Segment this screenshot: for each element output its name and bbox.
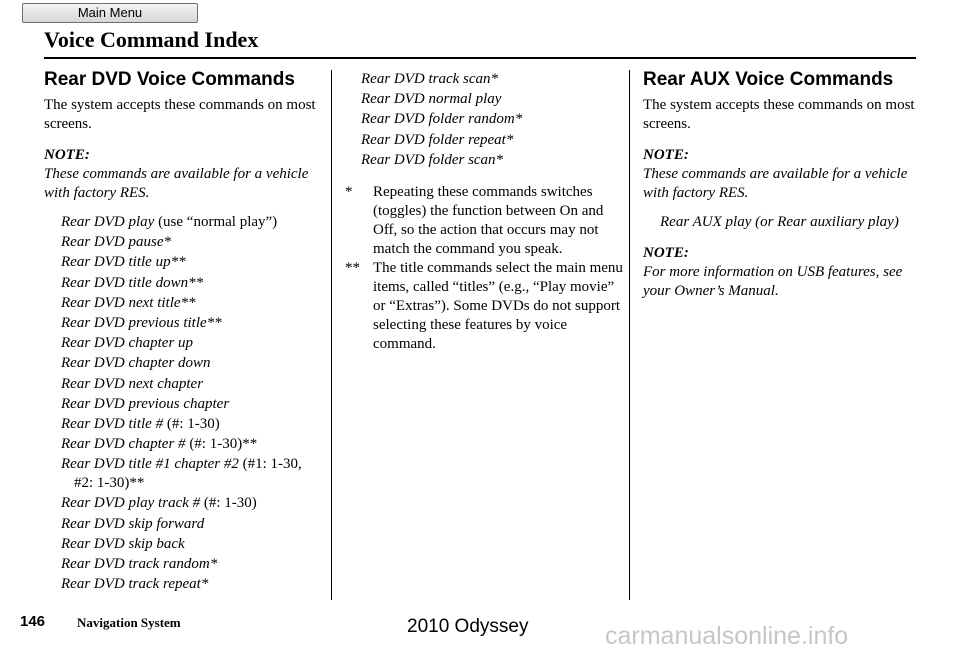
command-item: Rear DVD skip forward <box>61 515 205 532</box>
rear-dvd-command-list <box>44 213 316 594</box>
page-title: Voice Command Index <box>44 27 259 52</box>
command-item: Rear DVD folder random* <box>361 111 523 128</box>
rear-dvd-continued <box>345 70 625 354</box>
rear-aux-note-label: NOTE: <box>643 147 689 163</box>
command-item: Rear DVD title #1 chapter #2 (#1: 1-30, #2: 1-30)** <box>61 456 302 492</box>
title-rule <box>44 57 916 59</box>
rear-aux-section <box>643 68 915 301</box>
rear-aux-intro: The system accepts these commands on most screens. <box>643 97 915 132</box>
command-item: Rear DVD track random* <box>61 556 218 572</box>
main-menu-button[interactable]: Main Menu <box>22 3 198 23</box>
vehicle-model: 2010 Odyssey <box>407 616 529 637</box>
footnote-single-star: * Repeating these commands switches (toggles) the function between On and Off, so the action that occurs may not match the command you speak. <box>345 183 604 257</box>
command-item: Rear DVD folder repeat* <box>361 131 514 148</box>
command-item: Rear DVD track repeat* <box>61 576 209 593</box>
rear-dvd-note-text: These commands are available for a vehicle with factory RES. <box>44 166 309 201</box>
page-number: 146 <box>20 613 46 630</box>
rear-dvd-intro: The system accepts these commands on most screens. <box>44 97 316 132</box>
rear-dvd-section <box>44 68 316 595</box>
command-item: Rear DVD pause* <box>61 234 171 251</box>
rear-aux-note-text: These commands are available for a vehicle with factory RES. <box>643 166 908 201</box>
command-item: Rear DVD title down** <box>61 274 204 291</box>
column-divider-left <box>331 70 332 600</box>
rear-aux-note2-label: NOTE: <box>643 245 689 261</box>
command-item: Rear DVD normal play <box>361 91 502 108</box>
command-item: Rear DVD play (use “normal play”) <box>61 214 278 230</box>
command-item: Rear DVD title up** <box>61 254 186 271</box>
command-item: Rear DVD previous chapter <box>61 395 230 412</box>
rear-aux-heading: Rear AUX Voice Commands <box>643 69 894 90</box>
command-item: Rear DVD folder scan* <box>361 151 504 168</box>
rear-dvd-heading: Rear DVD Voice Commands <box>44 69 295 90</box>
system-name: Navigation System <box>77 615 181 630</box>
rear-aux-note2-text: For more information on USB features, see your Owner’s Manual. <box>643 264 903 299</box>
rear-dvd-note-label: NOTE: <box>44 147 90 163</box>
column-divider-right <box>629 70 630 600</box>
footnote-list <box>345 183 625 354</box>
command-item: Rear DVD track scan* <box>361 71 499 87</box>
command-item: Rear DVD next chapter <box>61 375 204 392</box>
command-item: Rear DVD next title** <box>61 294 196 311</box>
command-item: Rear AUX play (or Rear auxiliary play) <box>660 214 899 230</box>
footnote-double-star: ** The title commands select the main menu items, called “titles” (e.g., “Play movie” or “Extras”). Some DVDs do not support selecting these features by voice command. <box>345 259 623 352</box>
command-item: Rear DVD skip back <box>61 535 185 552</box>
command-item: Rear DVD chapter down <box>61 355 211 372</box>
rear-aux-command-list <box>643 213 915 232</box>
command-item: Rear DVD chapter # (#: 1-30)** <box>61 436 258 453</box>
command-item: Rear DVD title # (#: 1-30) <box>61 415 220 432</box>
command-item: Rear DVD previous title** <box>61 314 222 331</box>
rear-dvd-command-list-continued <box>345 70 625 170</box>
command-item: Rear DVD chapter up <box>61 335 194 352</box>
command-item: Rear DVD play track # (#: 1-30) <box>61 495 257 512</box>
watermark: carmanualsonline.info <box>605 622 849 650</box>
